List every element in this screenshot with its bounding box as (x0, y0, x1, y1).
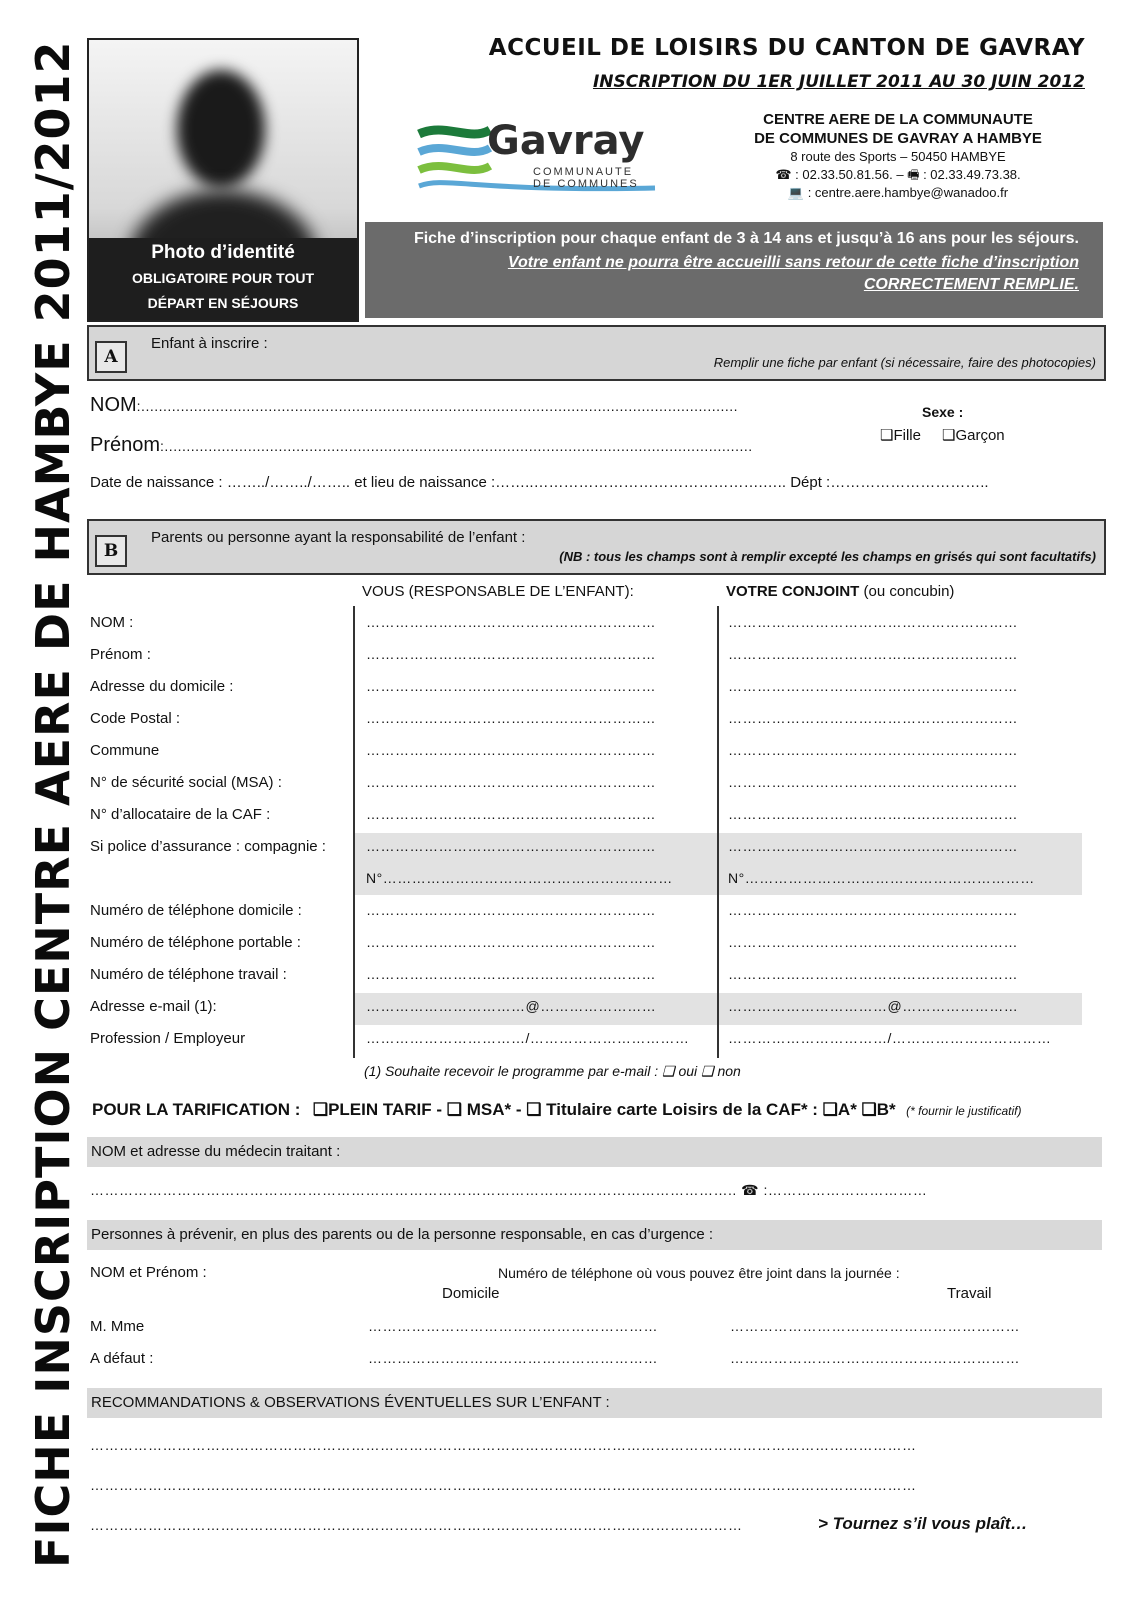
urgence-row1-label: M. Mme (90, 1318, 145, 1335)
photo-caption-line3: DÉPART EN SÉJOURS (147, 295, 299, 311)
field-conjoint[interactable]: …………………………………………………… (728, 806, 1018, 822)
banner-line1: Fiche d’inscription pour chaque enfant de 3 à 14 ans et jusqu’à 16 ans pour les séjours. (413, 230, 1079, 247)
section-b-row-label: Adresse e-mail (1): (90, 998, 217, 1015)
field-conjoint[interactable]: …………………………………………………… (728, 678, 1018, 694)
col-conjoint-header (726, 583, 954, 600)
section-a-title: Enfant à inscrire : (151, 335, 268, 352)
col-responsable-header: VOUS (RESPONSABLE DE L’ENFANT): (362, 583, 634, 600)
section-a-header (87, 325, 1106, 381)
recommandations-line3[interactable]: ……………………………………………………………………………………………………………………… (90, 1517, 743, 1533)
organization-info (688, 110, 1108, 202)
section-b-row-label: Numéro de téléphone domicile : (90, 902, 302, 919)
field-responsable[interactable]: ……………………………@…………………… (366, 998, 657, 1014)
field-responsable[interactable]: N°…………………………………………………… (366, 870, 673, 886)
field-responsable[interactable]: …………………………………………………… (366, 934, 656, 950)
field-responsable[interactable]: …………………………………………………… (366, 742, 656, 758)
tarification-label: POUR LA TARIFICATION : (92, 1100, 301, 1119)
recommandations-line1[interactable]: ……………………………………………………………………………………………………………………………………………………… (90, 1437, 917, 1453)
field-conjoint[interactable]: …………………………………………………… (728, 774, 1018, 790)
tarification-row (92, 1100, 1022, 1120)
field-conjoint[interactable]: …………………………………………………… (728, 614, 1018, 630)
field-responsable[interactable]: ……………………………/…………………………… (366, 1030, 690, 1046)
column-divider-1 (353, 606, 355, 1058)
medecin-header: NOM et adresse du médecin traitant : (87, 1137, 1102, 1167)
urgence-phone-label: Numéro de téléphone où vous pouvez être joint dans la journée : (498, 1265, 900, 1281)
section-b-title: Parents ou personne ayant la responsabilité de l’enfant : (151, 529, 526, 546)
logo-sub1: COMMUNAUTE (533, 166, 634, 178)
org-email: 💻 : centre.aere.hambye@wanadoo.fr (787, 185, 1009, 200)
checkbox-garcon[interactable]: ❑Garçon (942, 427, 1005, 444)
photo-caption (89, 238, 357, 320)
banner-line3: CORRECTEMENT REMPLIE. (863, 276, 1079, 293)
field-conjoint[interactable]: …………………………………………………… (728, 966, 1018, 982)
section-b-header (87, 519, 1106, 575)
field-conjoint[interactable]: ……………………………@…………………… (728, 998, 1019, 1014)
field-responsable[interactable]: …………………………………………………… (366, 838, 656, 854)
section-b-row-label: NOM : (90, 614, 134, 631)
birth-line[interactable]: Date de naissance : ……../……../…….. et lieu de naissance :……..……………………………………….….. Dépt :………………………….. (90, 474, 989, 491)
org-phones: ☎ : 02.33.50.81.56. – 🖷 : 02.33.49.73.38. (775, 167, 1021, 182)
field-conjoint[interactable]: …………………………………………………… (728, 646, 1018, 662)
turn-page-text: > Tournez s’il vous plaît… (818, 1514, 1028, 1533)
urgence-row1-travail[interactable]: …………………………………………………… (730, 1318, 1020, 1334)
field-conjoint[interactable]: …………………………………………………… (728, 838, 1018, 854)
urgence-row1-domicile[interactable]: …………………………………………………… (368, 1318, 658, 1334)
side-title: FICHE INSCRIPTION CENTRE AERE DE HAMBYE 2011/2012 (26, 40, 80, 1568)
field-conjoint[interactable]: …………………………………………………… (728, 710, 1018, 726)
field-responsable[interactable]: …………………………………………………… (366, 646, 656, 662)
info-banner (365, 222, 1103, 318)
field-responsable[interactable]: …………………………………………………… (366, 806, 656, 822)
section-b-row-label: Numéro de téléphone portable : (90, 934, 301, 951)
recommandations-header: RECOMMANDATIONS & OBSERVATIONS ÉVENTUELLES SUR L’ENFANT : (87, 1388, 1102, 1418)
header-subtitle: INSCRIPTION DU 1ER JUILLET 2011 AU 30 JUIN 2012 (592, 72, 1085, 92)
gavray-logo (415, 112, 663, 204)
column-divider-2 (717, 606, 719, 1058)
section-b-note: (NB : tous les champs sont à remplir excepté les champs en grisés qui sont facultatifs) (559, 549, 1096, 564)
photo-caption-line1: Photo d’identité (151, 242, 295, 263)
org-address: 8 route des Sports – 50450 HAMBYE (790, 149, 1006, 164)
child-nom-label: NOM (90, 394, 137, 416)
tarification-options[interactable]: ❑PLEIN TARIF - ❑ MSA* - ❑ Titulaire carte Loisirs de la CAF* : ❑A* ❑B* (312, 1100, 896, 1119)
banner-line2: Votre enfant ne pourra être accueilli sans retour de cette fiche d’inscription (507, 254, 1079, 271)
sexe-label: Sexe : (922, 404, 964, 420)
field-conjoint[interactable]: ……………………………/…………………………… (728, 1030, 1052, 1046)
section-b-row-label: Profession / Employeur (90, 1030, 246, 1047)
recommandations-line2[interactable]: ……………………………………………………………………………………………………………………………………………………… (90, 1477, 917, 1493)
photo-caption-line2: OBLIGATOIRE POUR TOUT (131, 270, 314, 286)
section-b-letter: B (95, 535, 127, 567)
header-title: ACCUEIL DE LOISIRS DU CANTON DE GAVRAY (488, 35, 1085, 61)
field-conjoint[interactable]: …………………………………………………… (728, 934, 1018, 950)
child-prenom-label: Prénom (90, 434, 161, 456)
section-b-row-label: Adresse du domicile : (90, 678, 234, 695)
org-line2: DE COMMUNES DE GAVRAY A HAMBYE (754, 130, 1042, 147)
field-responsable[interactable]: …………………………………………………… (366, 966, 656, 982)
section-b-row-label: Si police d’assurance : compagnie : (90, 838, 326, 855)
urgence-row2-travail[interactable]: …………………………………………………… (730, 1350, 1020, 1366)
field-conjoint[interactable]: …………………………………………………… (728, 902, 1018, 918)
field-responsable[interactable]: …………………………………………………… (366, 678, 656, 694)
child-nom-dots: :........................................................................................................................................ (136, 398, 739, 414)
field-responsable[interactable]: …………………………………………………… (366, 774, 656, 790)
section-b-row-label: Numéro de téléphone travail : (90, 966, 287, 983)
logo-name: Gavray (487, 118, 645, 164)
urgence-header: Personnes à prévenir, en plus des parents ou de la personne responsable, en cas d’urgence : (87, 1220, 1102, 1250)
photo-placeholder (87, 38, 359, 322)
child-nom-field[interactable] (90, 394, 738, 417)
field-responsable[interactable]: …………………………………………………… (366, 710, 656, 726)
section-b-row-label: N° de sécurité social (MSA) : (90, 774, 282, 791)
urgence-row2-domicile[interactable]: …………………………………………………… (368, 1350, 658, 1366)
medecin-dots[interactable]: …………………………………………………………………………………………………………………….. ☎ :…………………………… (90, 1182, 928, 1198)
urgence-row2-label: A défaut : (90, 1350, 154, 1367)
child-prenom-field[interactable] (90, 434, 753, 457)
section-a-note: Remplir une fiche par enfant (si nécessaire, faire des photocopies) (713, 355, 1096, 370)
col-conjoint-bold: VOTRE CONJOINT (726, 583, 860, 600)
urgence-travail-label: Travail (947, 1285, 992, 1302)
child-prenom-dots: :...................................................................................................................................... (160, 438, 753, 454)
field-responsable[interactable]: …………………………………………………… (366, 614, 656, 630)
section-a-letter: A (95, 341, 127, 373)
field-conjoint[interactable]: N°…………………………………………………… (728, 870, 1035, 886)
tarification-note: (* fournir le justificatif) (906, 1104, 1022, 1118)
col-conjoint-rest: (ou concubin) (859, 583, 955, 600)
section-b-row-label: N° d’allocataire de la CAF : (90, 806, 271, 823)
section-b-row-label: Commune (90, 742, 160, 759)
urgence-nom-label: NOM et Prénom : (90, 1264, 207, 1281)
checkbox-fille[interactable]: ❑Fille (880, 427, 921, 444)
email-preference[interactable]: (1) Souhaite recevoir le programme par e-mail : ❑ oui ❑ non (364, 1063, 741, 1079)
section-b-row-label: Prénom : (90, 646, 151, 663)
field-conjoint[interactable]: …………………………………………………… (728, 742, 1018, 758)
org-line1: CENTRE AERE DE LA COMMUNAUTE (763, 111, 1033, 128)
silhouette-head (177, 70, 265, 188)
field-responsable[interactable]: …………………………………………………… (366, 902, 656, 918)
logo-sub2: DE COMMUNES (533, 178, 639, 190)
urgence-domicile-label: Domicile (442, 1285, 500, 1302)
section-b-row-label: Code Postal : (90, 710, 181, 727)
